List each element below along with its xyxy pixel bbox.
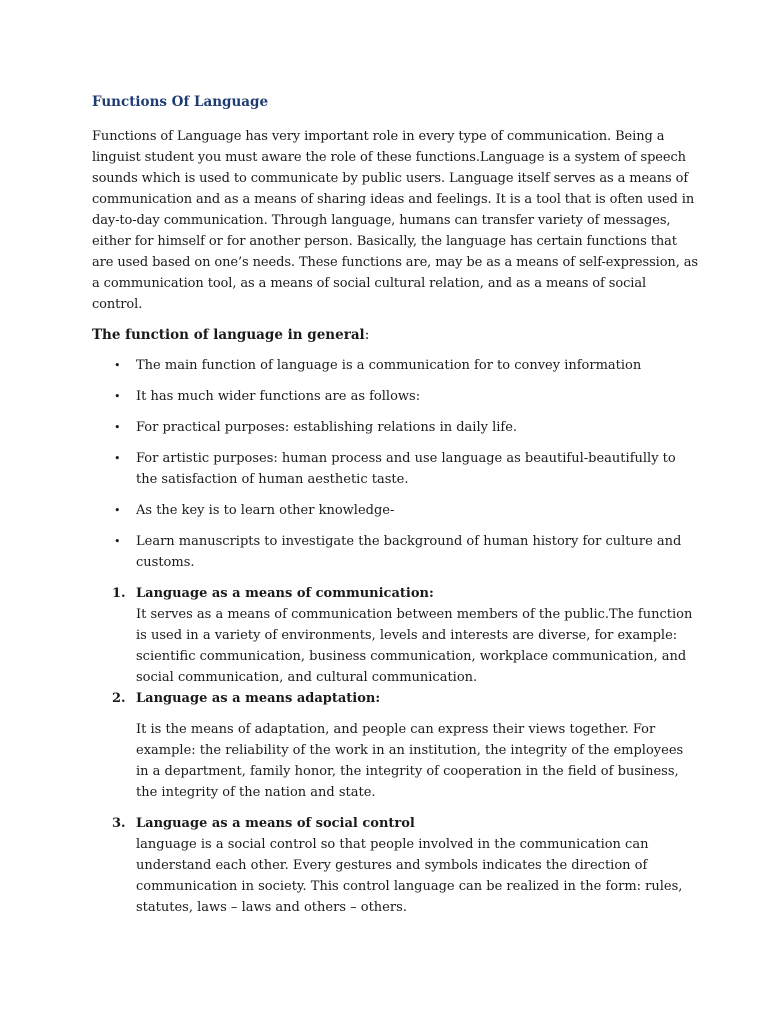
- section-number: 1.: [112, 586, 126, 601]
- bullet-icon: •: [114, 504, 121, 517]
- list-item-text: As the key is to learn other knowledge-: [136, 503, 395, 518]
- document-title: Functions Of Language: [92, 94, 269, 110]
- intro-paragraph: Functions of Language has very important role in every type of communication. Being a linguist student you must aware the role of these functions.Language is a system of speech sounds which is used to communicate by public users. Language itself serves as a means of communication and as a means of sharing ideas and feelings. It is a tool that is often used in day-to-day communication. Through language, humans can transfer variety of messages, either for himself or for another person. Basically, the language has certain functions that are used based on one’s needs. These functions are, may be as a means of self-expression, as a communication tool, as a means of social cultural relation, and as a means of social control.: [92, 129, 698, 312]
- section-body: language is a social control so that people involved in the communication can understand each other. Every gestures and symbols indicates the direction of communication in society. This control language can be realized in the form: rules, statutes, laws – laws and others – others.: [136, 837, 683, 915]
- list-item-text: For artistic purposes: human process and use language as beautiful-beautifully to the satisfaction of human aesthetic taste.: [136, 451, 676, 487]
- section-body: It is the means of adaptation, and people can express their views together. For example: the reliability of the work in an institution, the integrity of the employees in a department, family honor, the integrity of cooperation in the field of business, the integrity of the nation and state.: [136, 722, 684, 800]
- general-heading-colon: :: [364, 327, 370, 343]
- general-functions-list: [92, 355, 698, 573]
- bullet-icon: •: [114, 535, 121, 548]
- section-number: 3.: [112, 816, 126, 831]
- numbered-sections: [92, 583, 698, 918]
- list-item: [92, 448, 698, 490]
- list-item: [92, 417, 698, 438]
- list-item-text: Learn manuscripts to investigate the background of human history for culture and customs.: [136, 534, 682, 570]
- list-item: [92, 386, 698, 407]
- section-social-control: [92, 813, 698, 918]
- list-item-text: It has much wider functions are as follows:: [136, 389, 421, 404]
- list-item-text: The main function of language is a communication for to convey information: [136, 358, 642, 373]
- list-item: [92, 531, 698, 573]
- section-adaptation: [92, 688, 698, 803]
- list-item-text: For practical purposes: establishing relations in daily life.: [136, 420, 518, 435]
- list-item: [92, 355, 698, 376]
- bullet-icon: •: [114, 452, 121, 465]
- bullet-icon: •: [114, 390, 121, 403]
- section-body: It serves as a means of communication between members of the public.The function is used in a variety of environments, levels and interests are diverse, for example: scientific communication, business communication, workplace communication, and social communication, and cultural communication.: [136, 607, 693, 685]
- bullet-icon: •: [114, 359, 121, 372]
- general-heading: [92, 325, 698, 346]
- section-title: Language as a means of communication:: [136, 586, 434, 601]
- section-number: 2.: [112, 691, 126, 706]
- section-communication: [92, 583, 698, 688]
- section-title: Language as a means adaptation:: [136, 691, 381, 706]
- section-title: Language as a means of social control: [136, 816, 415, 831]
- list-item: [92, 500, 698, 521]
- bullet-icon: •: [114, 421, 121, 434]
- general-heading-text: The function of language in general: [92, 327, 365, 343]
